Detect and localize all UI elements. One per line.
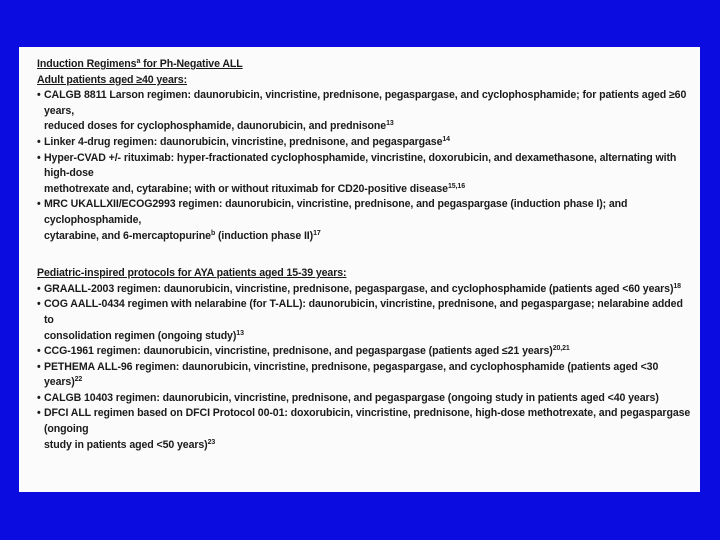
bullet: • xyxy=(37,360,41,373)
bullet: • xyxy=(37,89,41,102)
item-text: cytarabine, and 6-mercaptopurine xyxy=(44,229,211,242)
title-footnote: a xyxy=(136,58,141,65)
list-item xyxy=(37,360,692,391)
document-sheet xyxy=(19,47,700,492)
list-item xyxy=(37,406,692,453)
list-item xyxy=(37,88,692,135)
footnote-ref: 15,16 xyxy=(447,182,465,190)
item-text: study in patients aged <50 years) xyxy=(44,438,208,451)
list-item xyxy=(37,135,692,151)
footnote-ref: 14 xyxy=(442,135,450,143)
footnote-ref: 13 xyxy=(236,329,244,337)
item-text: CALGB 10403 regimen: daunorubicin, vincristine, prednisone, and pegaspargase (ongoing study in patients aged <40 years) xyxy=(44,391,659,404)
footnote-ref: 17 xyxy=(313,229,321,237)
item-text: Hyper-CVAD +/- rituximab: hyper-fractionated cyclophosphamide, vincristine, doxorubicin, and dexamethasone, alternating with high-dose xyxy=(44,151,677,180)
list-item xyxy=(37,197,692,244)
item-text: MRC UKALLXII/ECOG2993 regimen: daunorubicin, vincristine, prednisone, and pegaspargase (induction phase I); and cyclophosphamide, xyxy=(44,198,628,226)
item-text: Linker 4-drug regimen: daunorubicin, vincristine, prednisone, and pegaspargase xyxy=(44,135,443,148)
section-b-title: Pediatric-inspired protocols for AYA patients aged 15-39 years: xyxy=(37,267,347,280)
item-text: CALGB 8811 Larson regimen: daunorubicin, vincristine, prednisone, pegaspargase, and cyclophosphamide; for patients aged ≥60 years, xyxy=(44,89,687,117)
bullet: • xyxy=(37,135,41,148)
bullet: • xyxy=(37,198,41,211)
item-text: PETHEMA ALL-96 regimen: daunorubicin, vincristine, prednisone, pegaspargase, and cyclophosphamide (patients aged <30 years) xyxy=(44,360,659,389)
bullet: • xyxy=(37,298,41,311)
footnote-ref: b xyxy=(210,229,216,237)
list-item xyxy=(37,151,692,198)
item-text: COG AALL-0434 regimen with nelarabine (for T-ALL): daunorubicin, vincristine, prednisone, and pegaspargase; nelarabine added to xyxy=(44,298,683,326)
bullet: • xyxy=(37,151,41,164)
item-text: consolidation regimen (ongoing study) xyxy=(44,329,237,342)
section-a-title: Adult patients aged ≥40 years: xyxy=(37,73,187,86)
item-text: GRAALL-2003 regimen: daunorubicin, vincristine, prednisone, pegaspargase, and cyclophosphamide (patients aged <60 years) xyxy=(44,282,674,295)
bullet: • xyxy=(37,407,41,420)
list-item xyxy=(37,297,692,344)
footnote-ref: 22 xyxy=(74,376,83,384)
document-content xyxy=(37,57,692,453)
list-item xyxy=(37,344,692,360)
footnote-ref: 18 xyxy=(673,282,681,290)
bullet: • xyxy=(37,391,41,404)
list-item xyxy=(37,282,692,298)
bullet: • xyxy=(37,282,41,295)
title-text-2: for Ph-Negative ALL xyxy=(140,58,243,70)
footnote-ref: 13 xyxy=(386,120,394,128)
item-text: (induction phase II) xyxy=(215,229,314,242)
page-title xyxy=(37,57,692,73)
footnote-ref: 23 xyxy=(207,438,216,446)
item-text: DFCI ALL regimen based on DFCI Protocol 00-01: doxorubicin, vincristine, prednisone, high-dose methotrexate, and pegaspargase (ongoing xyxy=(44,407,691,436)
list-item xyxy=(37,391,692,407)
title-text: Induction Regimens xyxy=(37,58,137,70)
item-text: methotrexate and, cytarabine; with or without rituximab for CD20-positive disease xyxy=(44,182,448,195)
item-text: reduced doses for cyclophosphamide, daunorubicin, and prednisone xyxy=(44,120,387,133)
bullet: • xyxy=(37,345,41,358)
item-text: CCG-1961 regimen: daunorubicin, vincristine, prednisone, and pegaspargase (patients aged ≤21 years) xyxy=(44,345,553,358)
footnote-ref: 20,21 xyxy=(552,345,570,353)
